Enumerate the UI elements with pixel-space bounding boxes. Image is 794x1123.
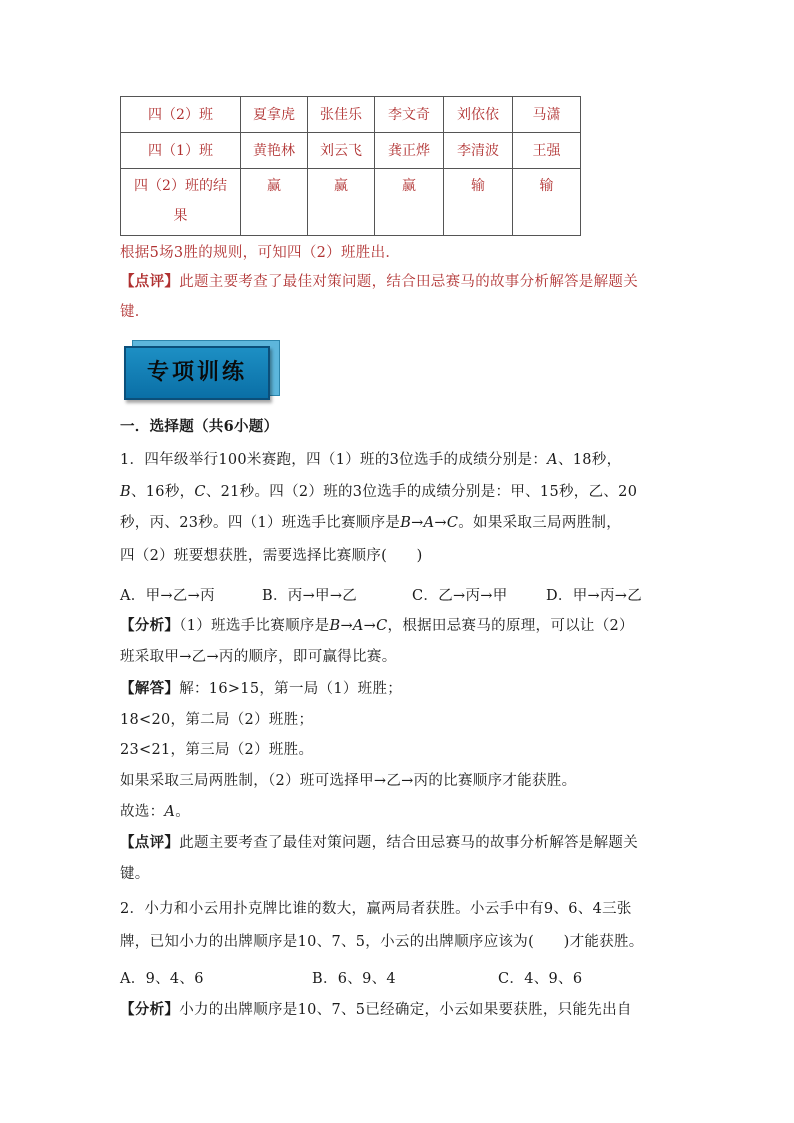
option-d: D．甲→丙→乙 — [546, 588, 643, 604]
comment-text-cont: 键． — [120, 304, 150, 320]
table-cell: 张佳乐 — [308, 97, 375, 133]
option-a: A．甲→乙→丙 — [120, 588, 215, 604]
table-cell — [121, 169, 241, 236]
table-cell: 输 — [513, 169, 581, 236]
answer-line: 23<21，第三局（2）班胜。 — [120, 742, 314, 758]
section-banner — [124, 340, 278, 400]
section-heading: 一．选择题（共6小题） — [120, 418, 279, 435]
table-cell: 赢 — [241, 169, 308, 236]
result-table — [120, 96, 581, 236]
option-b: B．丙→甲→乙 — [262, 588, 358, 604]
table-cell: 刘依依 — [444, 97, 513, 133]
table-cell: 马潇 — [513, 97, 581, 133]
table-row — [121, 133, 581, 169]
conclusion-text: 根据5场3胜的规则，可知四（2）班胜出． — [120, 245, 401, 261]
answer-line: 如果采取三局两胜制，（2）班可选择甲→乙→丙的比赛顺序才能获胜。 — [120, 773, 577, 789]
option-c: C．4、9、6 — [498, 971, 583, 987]
analysis-paragraph: 【分析】小力的出牌顺序是10、7、5已经确定，小云如果要获胜，只能先出自 — [120, 1001, 632, 1018]
analysis-paragraph: 【分析】（1）班选手比赛顺序是B→A→C，根据田忌赛马的原理，可以让（2） — [120, 617, 634, 634]
table-cell: 王强 — [513, 133, 581, 169]
option-c: C．乙→丙→甲 — [412, 588, 508, 604]
table-cell: 赢 — [375, 169, 444, 236]
table-cell: 四（2）班 — [121, 97, 241, 133]
analysis-text-cont: 班采取甲→乙→丙的顺序，即可赢得比赛。 — [120, 649, 397, 665]
table-cell: 黄艳林 — [241, 133, 308, 169]
table-row — [121, 97, 581, 133]
banner-title: 专项训练 — [124, 346, 270, 400]
comment-paragraph — [120, 272, 638, 292]
question-2-line: 牌，已知小力的出牌顺序是10、7、5，小云的出牌顺序应该为( )才能获胜。 — [120, 934, 644, 950]
question-1-line: 秒，丙、23秒。四（1）班选手比赛顺序是B→A→C。如果采取三局两胜制， — [120, 515, 622, 531]
table-cell: 输 — [444, 169, 513, 236]
table-cell: 赢 — [308, 169, 375, 236]
comment-text-cont: 键。 — [120, 866, 150, 882]
question-2-line: 2．小力和小云用扑克牌比谁的数大，赢两局者获胜。小云手中有9、6、4三张 — [120, 901, 632, 917]
comment-text: 此题主要考查了最佳对策问题，结合田忌赛马的故事分析解答是解题关 — [179, 274, 638, 290]
comment-label: 【点评】 — [120, 273, 180, 290]
table-row — [121, 169, 581, 236]
answer-paragraph: 【解答】解：16>15，第一局（1）班胜； — [120, 680, 403, 697]
table-cell: 龚正烨 — [375, 133, 444, 169]
table-cell-line: 四（2）班的结 — [134, 178, 227, 194]
table-cell: 李清波 — [444, 133, 513, 169]
table-cell: 四（1）班 — [121, 133, 241, 169]
option-b: B．6、9、4 — [312, 971, 396, 987]
option-a: A．9、4、6 — [120, 971, 204, 987]
question-1-line: 1．四年级举行100米赛跑，四（1）班的3位选手的成绩分别是：A、18秒， — [120, 452, 622, 468]
table-cell-line: 果 — [173, 208, 188, 224]
question-1-line: 四（2）班要想获胜，需要选择比赛顺序( ) — [120, 548, 423, 564]
table-cell: 刘云飞 — [308, 133, 375, 169]
table-cell: 夏拿虎 — [241, 97, 308, 133]
table-cell: 李文奇 — [375, 97, 444, 133]
answer-line: 18<20，第二局（2）班胜； — [120, 712, 314, 728]
question-1-line: B、16秒，C、21秒。四（2）班的3位选手的成绩分别是：甲、15秒，乙、20 — [120, 484, 638, 500]
comment-paragraph: 【点评】此题主要考查了最佳对策问题，结合田忌赛马的故事分析解答是解题关 — [120, 834, 638, 851]
answer-choice: 故选：A。 — [120, 804, 190, 820]
